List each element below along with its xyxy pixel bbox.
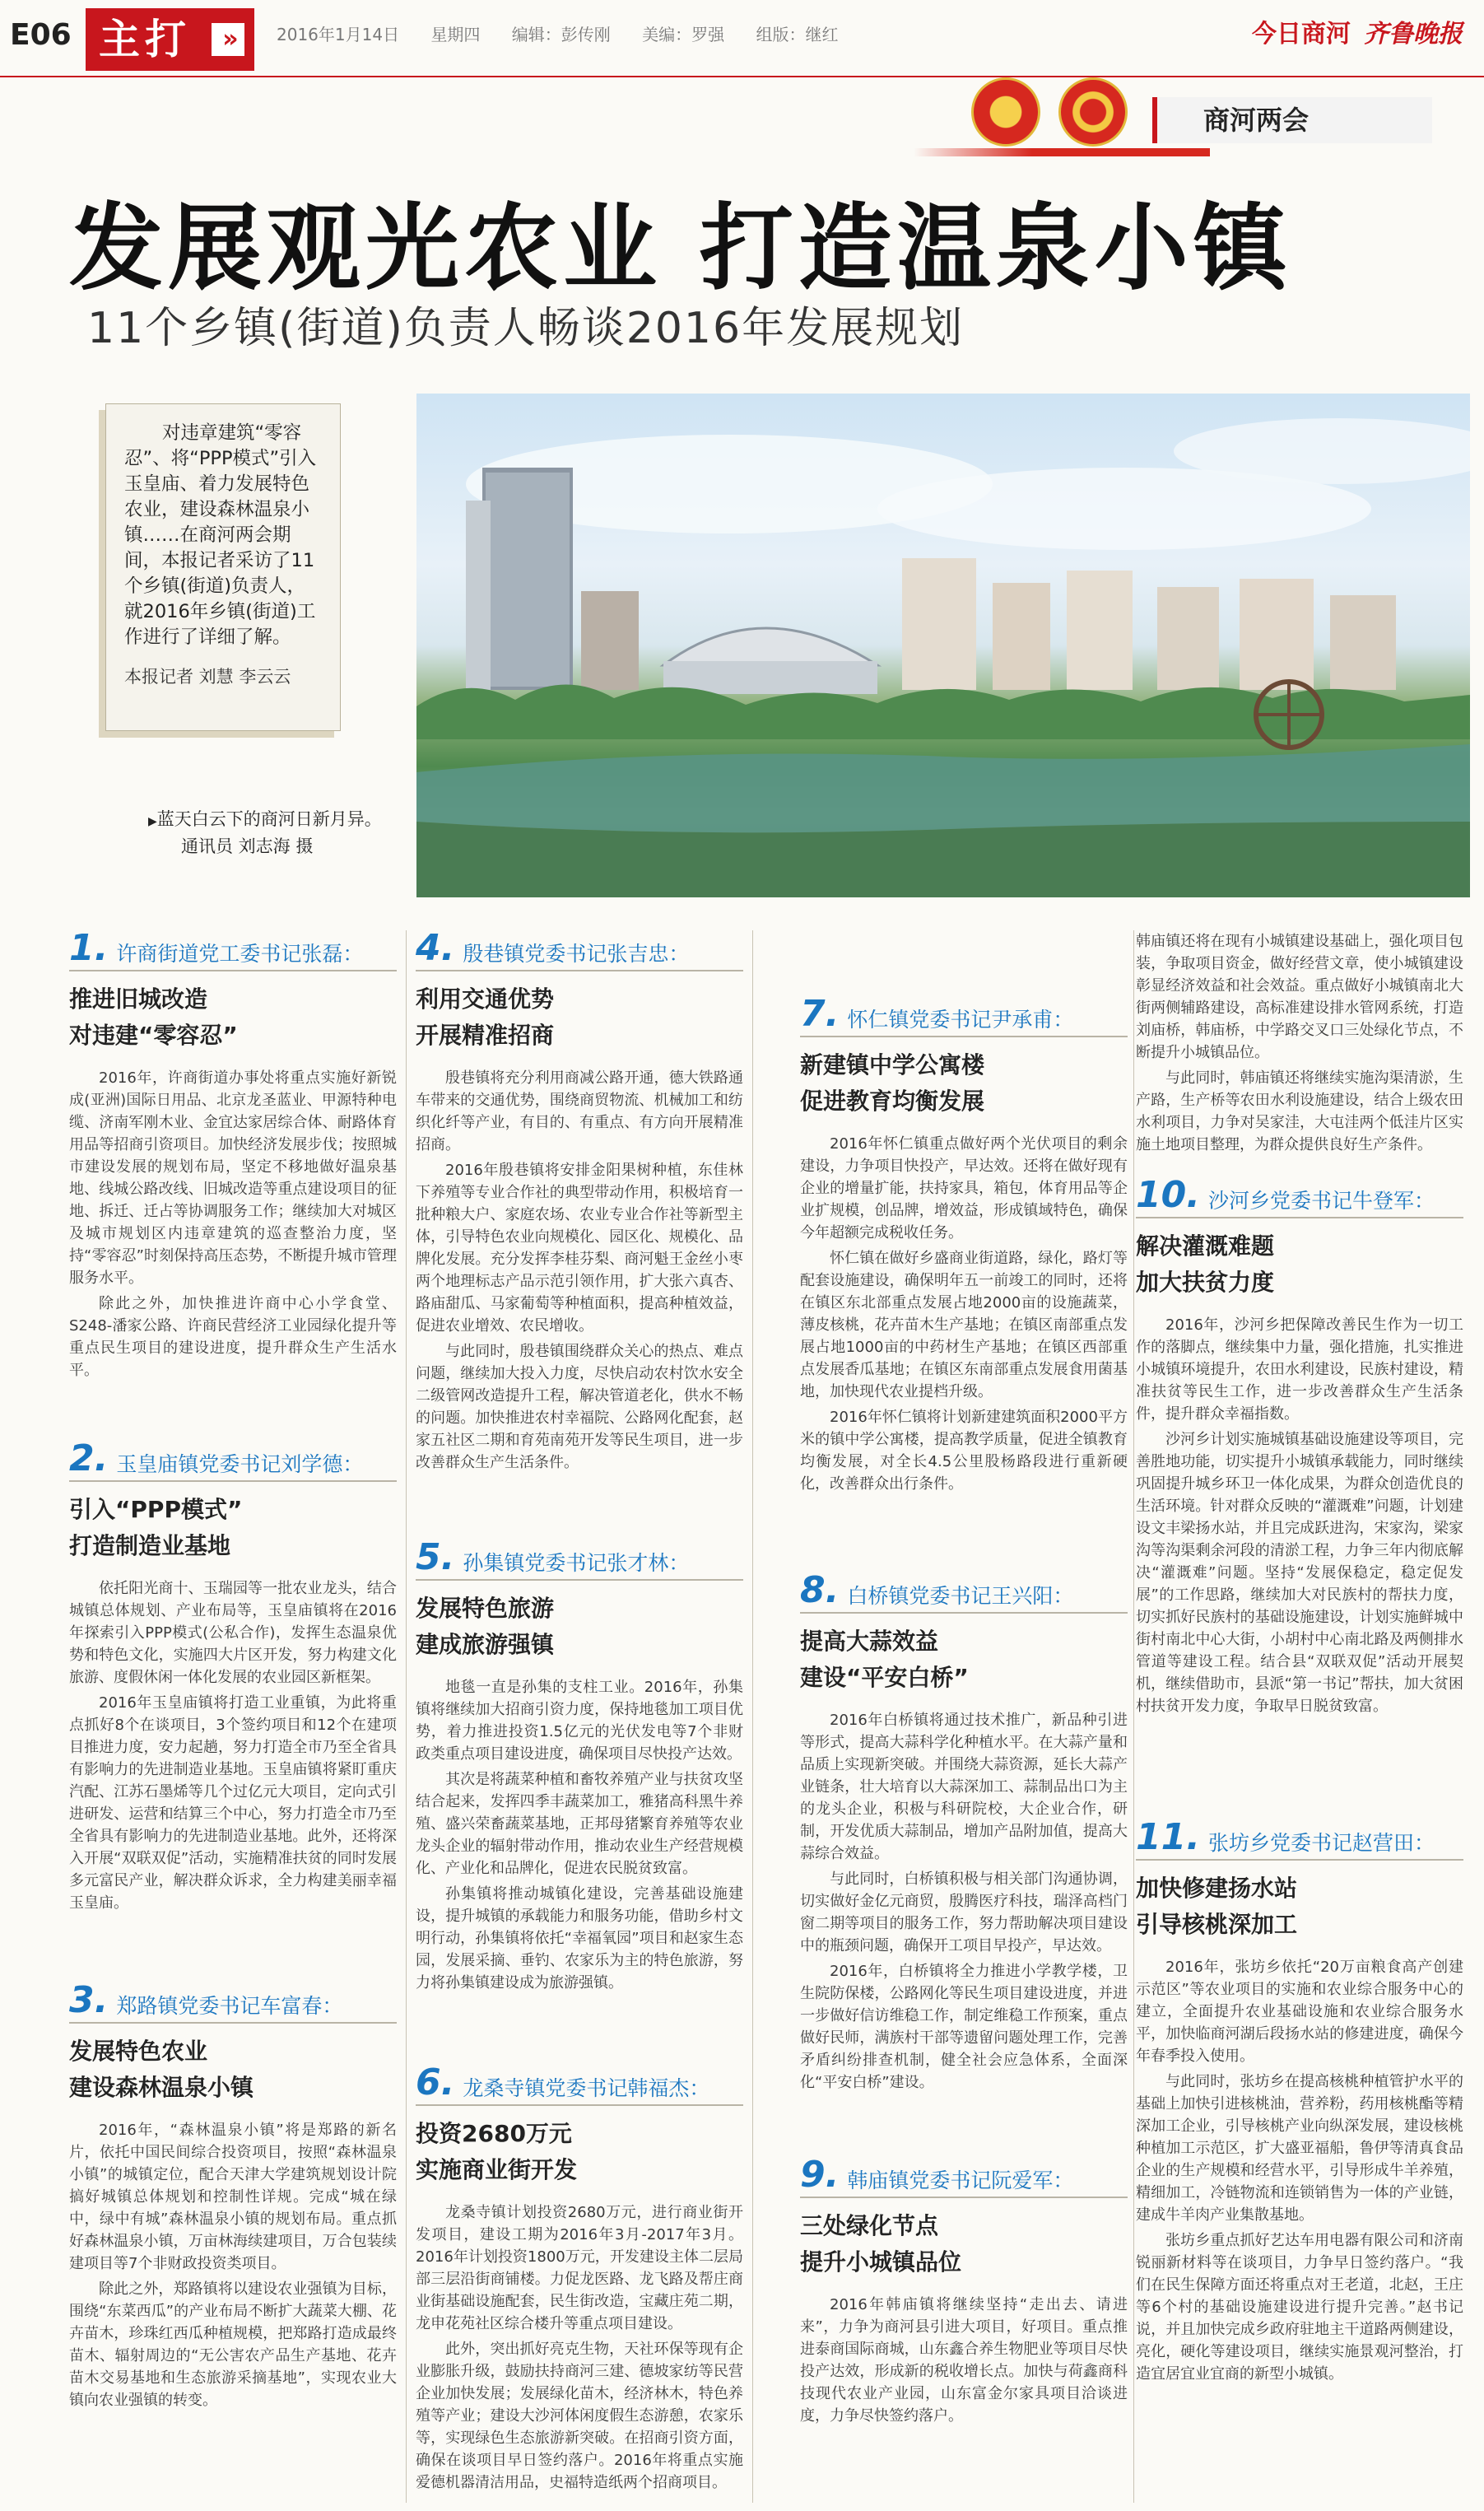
paragraph: 2016年韩庙镇将继续坚持“走出去、请进来”，力争为商河县引进大项目，好项目。重点推进泰商国际商城，山东鑫合养生物肥业等项目尽快投产达效，形成新的税收增长点。加快与荷鑫商科技现代农业产业园，山东富金尔家具项目洽谈进度，力争尽快签约落户。 <box>800 2296 1128 2425</box>
title-line: 新建镇中学公寓楼 <box>800 1051 985 1078</box>
paragraph: 与此同时，殷巷镇围绕群众关心的热点、难点问题，继续加大投入力度，尽快启动农村饮水安全二级管网改造提升工程，解决管道老化，供水不畅的问题。加快推进农村幸福院、公路网化配套，赵家五社区二期和育苑南苑开发等民生项目，进一步改善群众生产生活条件。 <box>416 1343 743 1471</box>
paragraph: 此外，突出抓好亮克生物，天社环保等现有企业膨胀升级，鼓励扶持商河三建、德坡家纺等民营企业加快发展；发展绿化苗木，经济林木，特色养殖等产业；建设大沙河体闲度假生态游憩，农家乐等，实现绿色生态旅游新突破。在招商引资方面，确保在谈项目早日签约落户。2016年将重点实施爱德机器清洁用品，史福特造纸两个招商项目。 <box>416 2341 743 2491</box>
title-line: 促进教育均衡发展 <box>800 1088 985 1115</box>
title-line: 实施商业街开发 <box>416 2156 578 2183</box>
header-divider <box>0 76 1484 77</box>
official-name: 张坊乡党委书记赵营田： <box>1207 1831 1435 1855</box>
paragraph: 2016年，沙河乡把保障改善民生作为一切工作的落脚点，继续集中力量，强化措施，扎实推进小城镇环境提升，农田水利建设，民族村建设，精准扶贫等民生工作，进一步改善群众生产生活条件，提升群众幸福指数。 <box>1136 1316 1463 1423</box>
paragraph: 2016年怀仁镇重点做好两个光伏项目的剩余建设，力争项目快投产，早达效。还将在做好现有企业的增量扩能，扶持家具，箱包，体育用品等企业扩规模，创品牌，增效益，形成镇域特色，确保今年超额完成税收任务。 <box>800 1135 1128 1242</box>
article-1 <box>69 927 397 1385</box>
title-line: 对违建“零容忍” <box>69 1022 238 1049</box>
article-title <box>800 2208 1128 2280</box>
official-name: 韩庙镇党委书记阮爱军： <box>847 2169 1074 2192</box>
official-heading <box>69 927 397 971</box>
edition-name: 今日商河 <box>1252 20 1351 49</box>
article-body <box>416 2201 743 2494</box>
weekday: 星期四 <box>430 25 481 44</box>
article-title <box>69 1492 397 1564</box>
proofreader-credit: 组版：继红 <box>756 25 839 44</box>
cppcc-emblem-icon <box>1058 77 1128 147</box>
title-line: 三处绿化节点 <box>800 2212 939 2239</box>
article-number: 7. <box>800 993 840 1035</box>
official-heading <box>69 1437 397 1482</box>
article-body <box>1136 1956 1463 2385</box>
column-divider <box>406 930 407 2503</box>
title-line: 利用交通优势 <box>416 985 555 1013</box>
official-heading <box>416 927 743 971</box>
official-name: 白桥镇党委书记王兴阳： <box>847 1584 1074 1608</box>
page-number: E06 <box>10 18 72 52</box>
title-line: 推进旧城改造 <box>69 985 208 1013</box>
subheadline: 11个乡镇(街道)负责人畅谈2016年发展规划 <box>87 304 965 353</box>
official-name: 郑路镇党委书记车富春： <box>116 1994 343 2018</box>
city-skyline-illustration <box>416 394 1470 897</box>
title-line: 建成旅游强镇 <box>416 1631 555 1658</box>
article-body <box>69 1577 397 1914</box>
article-number: 3. <box>69 1979 109 2021</box>
date-editor-line <box>277 21 857 45</box>
official-heading <box>1136 1816 1463 1861</box>
chevron-right-icon: » <box>212 23 244 56</box>
article-body <box>416 1067 743 1474</box>
article-body <box>800 1709 1128 2094</box>
article-title <box>1136 1228 1463 1301</box>
paragraph: 韩庙镇还将在现有小城镇建设基础上，强化项目包装，争取项目资金，做好经营文章，使小城镇建设彰显经济效益和社会效益。重点做好小城镇南北大街两侧辅路建设，高标准建设排水管网系统，打造刘庙桥，韩庙桥，中学路交叉口三处绿化节点，不断提升小城镇品位。 <box>1136 933 1463 1061</box>
title-line: 提升小城镇品位 <box>800 2248 962 2276</box>
article-title <box>69 981 397 1054</box>
official-name: 怀仁镇党委书记尹承甫： <box>847 1008 1074 1032</box>
article-5 <box>416 1536 743 1997</box>
paragraph: 2016年白桥镇将通过技术推广，新品种引进等形式，提高大蒜科学化种植水平。在大蒜产量和品质上实现新突破。并围绕大蒜资源，延长大蒜产业链条，壮大培育以大蒜深加工、蒜制品出口为主的龙头企业，积极与科研院校，大企业合作，研制，开发优质大蒜制品，增加产品附加值，提高大蒜综合效益。 <box>800 1712 1128 1862</box>
lead-byline: 本报记者 刘慧 李云云 <box>124 667 291 687</box>
article-body <box>800 2294 1128 2427</box>
official-heading <box>800 2154 1128 2198</box>
paragraph: 沙河乡计划实施城镇基础设施建设等项目，完善胜地功能，切实提升小城镇承载能力，同时继续巩固提升城乡环卫一体化成果，为群众创造优良的生活环境。针对群众反映的“灌溉难”问题，计划建设文丰梁扬水站，并且完成跃进沟，宋家沟，梁家沟等沟渠剩余河段的清淤工程，力争三年内彻底解决“灌溉难”问题。坚持“发展保稳定，稳定促发展”的工作思路，继续加大对民族村的帮扶力度，切实抓好民族村的基础设施建设，计划实施鲜城中街村南北中心大街，小胡村中心南北路及两侧排水管道等建设工程。结合县“双联双促”活动开展契机，继续借助市，县派“第一书记”帮扶，加大贫困村扶贫开发力度，争取早日脱贫致富。 <box>1136 1431 1463 1715</box>
official-name: 沙河乡党委书记牛登军： <box>1207 1189 1435 1213</box>
article-title <box>800 1047 1128 1120</box>
official-heading <box>800 1569 1128 1614</box>
title-line: 投资2680万元 <box>416 2120 572 2147</box>
official-heading <box>800 993 1128 1037</box>
article-body <box>800 1133 1128 1495</box>
paragraph: 2016年，白桥镇将全力推进小学教学楼，卫生院防保楼，公路网化等民生项目建设进度，并进一步做好信访维稳工作，制定维稳工作预案，重点做好民师，满族村干部等遗留问题处理工作，完善矛盾纠纷排查机制，健全社会应急体系，全面深化“平安白桥”建设。 <box>800 1963 1128 2091</box>
lead-text: 对违章建筑“零容忍”、将“PPP模式”引入玉皇庙、着力发展特色农业，建设森林温泉小镇……在商河两会期间，本报记者采访了11个乡镇(街道)负责人，就2016年乡镇(街道)工作进行了详细了解。 <box>124 422 317 648</box>
article-number: 1. <box>69 927 109 969</box>
paragraph: 怀仁镇在做好乡盛商业街道路，绿化，路灯等配套设施建设，确保明年五一前竣工的同时，还将在镇区东北部重点发展占地2000亩的设施蔬菜，薄皮核桃，花卉苗木生产基地；在镇区南部重点发展占地1000亩的中药材生产基地；在镇区西部重点发展香瓜基地；在镇区东南部重点发展食用菌基地，加快现代农业提档升级。 <box>800 1250 1128 1400</box>
article-number: 6. <box>416 2061 455 2103</box>
paragraph: 2016年，“森林温泉小镇”将是郑路的新名片，依托中国民间综合投资项目，按照“森林温泉小镇”的城镇定位，配合天津大学建筑规划设计院搞好城镇总体规划和控制性详规。完成“城在绿中，绿中有城”森林温泉小镇的规划布局。重点抓好森林温泉小镇，万亩林海续建项目，万合包装续建项目等7个非财政投资类项目。 <box>69 2122 397 2272</box>
editor-credit: 编辑：彭传刚 <box>511 25 611 44</box>
article-body <box>416 1676 743 1994</box>
issue-date: 2016年1月14日 <box>277 25 400 44</box>
article-number: 10. <box>1136 1174 1200 1216</box>
paragraph: 张坊乡重点抓好艺达车用电器有限公司和济南锐丽新材料等在谈项目，力争早日签约落户。“我们在民生保障方面还将重点对王老道，北赵，王庄等6个村的基础设施建设进行提升完善。”赵书记说，并且加快完成乡政府驻地主干道路两侧建设，亮化，硬化等建设项目，继续实施景观河整治，打造宜居宜业宜商的新型小城镇。 <box>1136 2232 1463 2383</box>
article-title <box>800 1624 1128 1696</box>
paragraph: 地毯一直是孙集的支柱工业。2016年，孙集镇将继续加大招商引资力度，保持地毯加工项目优势，着力推进投资1.5亿元的光伏发电等7个非财政类重点项目建设进度，确保项目尽快投产达效。 <box>416 1679 743 1763</box>
paragraph: 与此同时，张坊乡在提高核桃种植管护水平的基础上加快引进核桃油，营养粉，药用核桃酯等精深加工企业，引导核桃产业向纵深发展，建设核桃种植加工示范区，扩大盛亚福船，鲁伊等清真食品企业的生产规模和经营水平，引导形成牛羊养殖，精细加工，冷链物流和连锁销售为一体的产业链，建成牛羊肉产业集散基地。 <box>1136 2073 1463 2224</box>
photo-caption <box>148 807 403 859</box>
official-name: 龙桑寺镇党委书记韩福杰： <box>463 2076 710 2100</box>
official-heading <box>416 1536 743 1581</box>
title-line: 建设森林温泉小镇 <box>69 2074 254 2101</box>
headline: 发展观光农业 打造温泉小镇 <box>69 193 1292 303</box>
article-title <box>69 2033 397 2106</box>
designer-credit: 美编：罗强 <box>642 25 725 44</box>
official-heading <box>1136 1174 1463 1218</box>
paragraph: 孙集镇将推动城镇化建设，完善基础设施建设，提升城镇的承载能力和服务功能，借助乡村文明行动，孙集镇将依托“幸福氧园”项目和赵家生态园，发展采摘、垂钓、农家乐为主的特色旅游，努力将孙集镇建设成为旅游强镇。 <box>416 1885 743 1992</box>
paragraph: 除此之外，郑路镇将以建设农业强镇为目标，围绕“东菜西瓜”的产业布局不断扩大蔬菜大棚、花卉苗木，珍珠红西瓜种植规模，把郑路打造成最终苗木、辐射周边的“无公害农产品生产基地、花卉苗木交易基地和生态旅游采摘基地”，实现农业大镇向农业强镇的转变。 <box>69 2280 397 2409</box>
paragraph: 2016年怀仁镇将计划新建建筑面积2000平方米的镇中学公寓楼，提高教学质量，促进全镇教育均衡发展，对全长4.5公里股杨路段进行重新硬化，改善群众出行条件。 <box>800 1409 1128 1493</box>
article-body <box>69 2119 397 2411</box>
article-6 <box>416 2061 743 2497</box>
article-title <box>416 1591 743 1663</box>
article-title <box>416 2116 743 2188</box>
article-number: 4. <box>416 927 455 969</box>
official-name: 孙集镇党委书记张才林： <box>463 1551 690 1575</box>
section-label: 主打 <box>99 16 191 63</box>
article-9 <box>800 2154 1128 2430</box>
title-line: 引入“PPP模式” <box>69 1496 243 1523</box>
article-7 <box>800 993 1128 1498</box>
paragraph: 与此同时，韩庙镇还将继续实施沟渠清淤，生产路，生产桥等农田水利设施建设，结合上级农田水利项目，力争对吴家洼，大屯洼两个低洼片区实施土地项目整理，为群众提供良好生产条件。 <box>1136 1069 1463 1153</box>
article-number: 2. <box>69 1437 109 1479</box>
paragraph: 依托阳光商十、玉瑞园等一批农业龙头，结合城镇总体规划、产业布局等，玉皇庙镇将在2016年探索引入PPP模式(公私合作)，发挥生态温泉优势和特色文化，实施四大片区开发，努力构建文化旅游、度假休闲一体化发展的农业园区新框架。 <box>69 1580 397 1686</box>
paragraph: 2016年玉皇庙镇将打造工业重镇，为此将重点抓好8个在谈项目，3个签约项目和12个在建项目推进力度，安力起趟，努力打造全市乃至全省具有影响力的先进制造业基地。玉皇庙镇将紧盯重庆汽配、江苏石墨烯等几个过亿元大项目，定向式引进研发、运营和结算三个中心，努力打造全市乃至全省具有影响力的先进制造业基地。此外，还将深入开展“双联双促”活动，实施精准扶贫的同时发展多元富民产业，解决群众诉求，全力构建美丽幸福玉皇庙。 <box>69 1694 397 1912</box>
article-8 <box>800 1569 1128 2097</box>
paper-logo: 齐鲁晚报 <box>1364 20 1463 49</box>
title-line: 建设“平安白桥” <box>800 1664 969 1691</box>
official-name: 玉皇庙镇党委书记刘学德： <box>116 1452 364 1476</box>
official-name: 许商街道党工委书记张磊： <box>116 942 364 966</box>
title-line: 开展精准招商 <box>416 1022 555 1049</box>
paragraph: 殷巷镇将充分利用商减公路开通，德大铁路通车带来的交通优势，围绕商贸物流、机械加工和纺织化纤等产业，有目的、有重点、有方向开展精准招商。 <box>416 1069 743 1153</box>
caption-triangle-icon: ▶ <box>148 815 157 828</box>
title-line: 引导核桃深加工 <box>1136 1911 1298 1938</box>
section-flag <box>86 8 254 71</box>
city-photo <box>416 394 1470 897</box>
title-line: 发展特色农业 <box>69 2038 208 2065</box>
paragraph: 龙桑寺镇计划投资2680万元，进行商业街开发项目，建设工期为2016年3月-2017年3月。2016年计划投资1800万元，开发建设主体二层局部三层沿街商铺楼。力促龙医路、龙飞路及帮庄商业街基础设施配套，民生街改造，宝藏庄苑二期，龙申花苑社区综合楼升等重点项目建设。 <box>416 2204 743 2332</box>
paragraph: 2016年，张坊乡依托“20万亩粮食高产创建示范区”等农业项目的实施和农业综合服务中心的建立，全面提升农业基础设施和农业综合服务水平，加快临商河湖后段扬水站的修建进度，确保今年春季投入使用。 <box>1136 1959 1463 2065</box>
brand-mark <box>1252 13 1463 49</box>
caption-credit: 通讯员 刘志海 摄 <box>181 836 314 856</box>
article-title <box>1136 1870 1463 1943</box>
paragraph: 2016年殷巷镇将安排金阳果树种植，东佳林下养殖等专业合作社的典型带动作用，积极培育一批种粮大户、家庭农场、农业专业合作社等新型主体，引导特色农业向规模化、园区化、规模化、品牌化发展。充分发挥李桂芬梨、商河魁王金丝小枣两个地理标志产品示范引领作用，扩大张六真杏、路庙甜瓜、马家葡萄等种植面积，提高种植效益，促进农业增效、农民增收。 <box>416 1162 743 1335</box>
red-ribbon <box>914 148 1210 156</box>
title-line: 加大扶贫力度 <box>1136 1269 1275 1296</box>
column-divider <box>752 930 753 2503</box>
article-number: 9. <box>800 2154 840 2196</box>
title-line: 发展特色旅游 <box>416 1595 555 1622</box>
column-divider <box>1133 930 1134 2503</box>
article-9-continued <box>1136 930 1463 1159</box>
lead-box <box>105 403 341 731</box>
paragraph: 与此同时，白桥镇积极与相关部门沟通协调，切实做好金亿元商贸，殷腾医疗科技，瑞泽高档门窗二期等项目的服务工作，努力帮助解决项目建设中的瓶颈问题，确保开工项目早投产，早达效。 <box>800 1870 1128 1954</box>
article-number: 8. <box>800 1569 840 1611</box>
caption-text: 蓝天白云下的商河日新月异。 <box>156 809 382 829</box>
session-label: 商河两会 <box>1152 97 1432 143</box>
national-emblem-icon <box>971 77 1040 147</box>
article-body <box>69 1067 397 1381</box>
paragraph: 除此之外，加快推进许商中心小学食堂、S248-潘家公路、许商民营经济工业园绿化提升等重点民生项目的建设进度，提升群众生产生活水平。 <box>69 1295 397 1379</box>
article-number: 11. <box>1136 1816 1200 1858</box>
article-2 <box>69 1437 397 1917</box>
paragraph: 其次是将蔬菜种植和畜牧养殖产业与扶贫攻坚结合起来，发挥四季丰蔬菜加工，雅猪高科黑牛养殖、盛兴荣畜蔬菜基地，正邦母猪繁育养殖等农业龙头企业的辐射带动作用，推动农业生产经营规模化、产业化和品牌化，促进农民脱贫致富。 <box>416 1771 743 1877</box>
title-line: 打造制造业基地 <box>69 1532 231 1559</box>
title-line: 提高大蒜效益 <box>800 1628 939 1655</box>
title-line: 加快修建扬水站 <box>1136 1875 1298 1902</box>
official-heading <box>416 2061 743 2106</box>
official-heading <box>69 1979 397 2024</box>
article-3 <box>69 1979 397 2415</box>
article-11 <box>1136 1816 1463 2388</box>
official-name: 殷巷镇党委书记张吉忠： <box>463 942 690 966</box>
article-title <box>416 981 743 1054</box>
title-line: 解决灌溉难题 <box>1136 1232 1275 1260</box>
article-10 <box>1136 1174 1463 1721</box>
article-4 <box>416 927 743 1477</box>
paragraph: 2016年，许商街道办事处将重点实施好新锐成(亚洲)国际日用品、北京龙圣蓝业、甲源特种电缆、济南军刚木业、金宜达家居综合体、耐路体育用品等招商引资项目。加快经济发展步伐；按照城市建设发展的规划布局，坚定不移地做好温泉基地、线城公路改线、旧城改造等重点建设项目的征地、拆迁、迁占等协调服务工作；继续加大对城区及城市规划区内违章建筑的巡查整治力度，坚持“零容忍”时刻保持高压态势，不断提升城市管理服务水平。 <box>69 1069 397 1287</box>
article-body <box>1136 1314 1463 1717</box>
article-number: 5. <box>416 1536 455 1578</box>
